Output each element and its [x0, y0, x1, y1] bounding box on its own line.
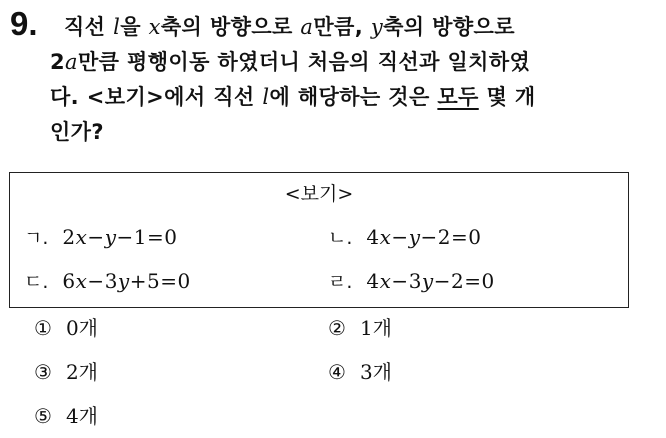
- bogi-title: <보기>: [284, 183, 354, 205]
- stem-line: [50, 80, 649, 115]
- stem-text: 에 해당하는 것은: [269, 85, 438, 109]
- choice-number-3: ③: [34, 360, 52, 384]
- choice-5[interactable]: [34, 400, 98, 429]
- bogi-box: [9, 172, 629, 308]
- emphasis-text: 모두: [437, 85, 479, 109]
- condition-expression: 6x−3y+5=0: [62, 269, 191, 293]
- math-variable: l: [113, 15, 121, 39]
- choice-4[interactable]: [328, 356, 392, 385]
- choice-text: 4개: [65, 404, 98, 428]
- choice-2[interactable]: [328, 312, 392, 341]
- condition-label: ㄴ.: [328, 227, 353, 249]
- condition-label: ㄹ.: [328, 271, 353, 293]
- choice-1[interactable]: [34, 312, 98, 341]
- stem-line: [50, 115, 649, 150]
- condition-rieul: [328, 267, 495, 294]
- stem-text: 다. <보기>에서 직선: [50, 85, 263, 109]
- condition-expression: 2x−y−1=0: [62, 225, 178, 249]
- stem-text: 축의 방향으로: [383, 15, 515, 39]
- stem-text: 을: [120, 15, 149, 39]
- condition-label: ㄷ.: [24, 271, 49, 293]
- stem-text: 축의 방향으로: [160, 15, 301, 39]
- choice-text: 0개: [65, 316, 98, 340]
- choice-number-4: ④: [328, 360, 346, 384]
- choice-text: 2개: [65, 360, 98, 384]
- stem-text: 2: [50, 50, 66, 74]
- stem-text: 인가?: [50, 120, 104, 144]
- choice-text: 3개: [359, 360, 392, 384]
- question-stem: [50, 10, 649, 150]
- stem-line: [64, 10, 649, 45]
- question-number: 9.: [10, 5, 38, 42]
- stem-text: 만큼 평행이동 하였더니 처음의 직선과 일치하였: [77, 50, 531, 74]
- math-variable: l: [262, 85, 270, 109]
- math-variable: y: [370, 15, 384, 39]
- condition-digeut: [24, 267, 191, 294]
- math-variable: a: [65, 50, 78, 74]
- condition-label: ㄱ.: [24, 227, 49, 249]
- condition-expression: 4x−3y−2=0: [366, 269, 495, 293]
- choice-3[interactable]: [34, 356, 98, 385]
- condition-nieun: [328, 223, 482, 250]
- choice-number-2: ②: [328, 316, 346, 340]
- choice-number-5: ⑤: [34, 404, 52, 428]
- stem-text: 직선: [64, 15, 114, 39]
- math-variable: a: [300, 15, 314, 39]
- stem-text: 몇 개: [478, 85, 536, 109]
- choice-number-1: ①: [34, 316, 52, 340]
- condition-giyeok: [24, 223, 178, 250]
- condition-expression: 4x−y−2=0: [366, 225, 482, 249]
- choice-text: 1개: [359, 316, 392, 340]
- stem-line: [50, 45, 649, 80]
- math-variable: x: [148, 15, 161, 39]
- stem-text: 만큼,: [313, 15, 371, 39]
